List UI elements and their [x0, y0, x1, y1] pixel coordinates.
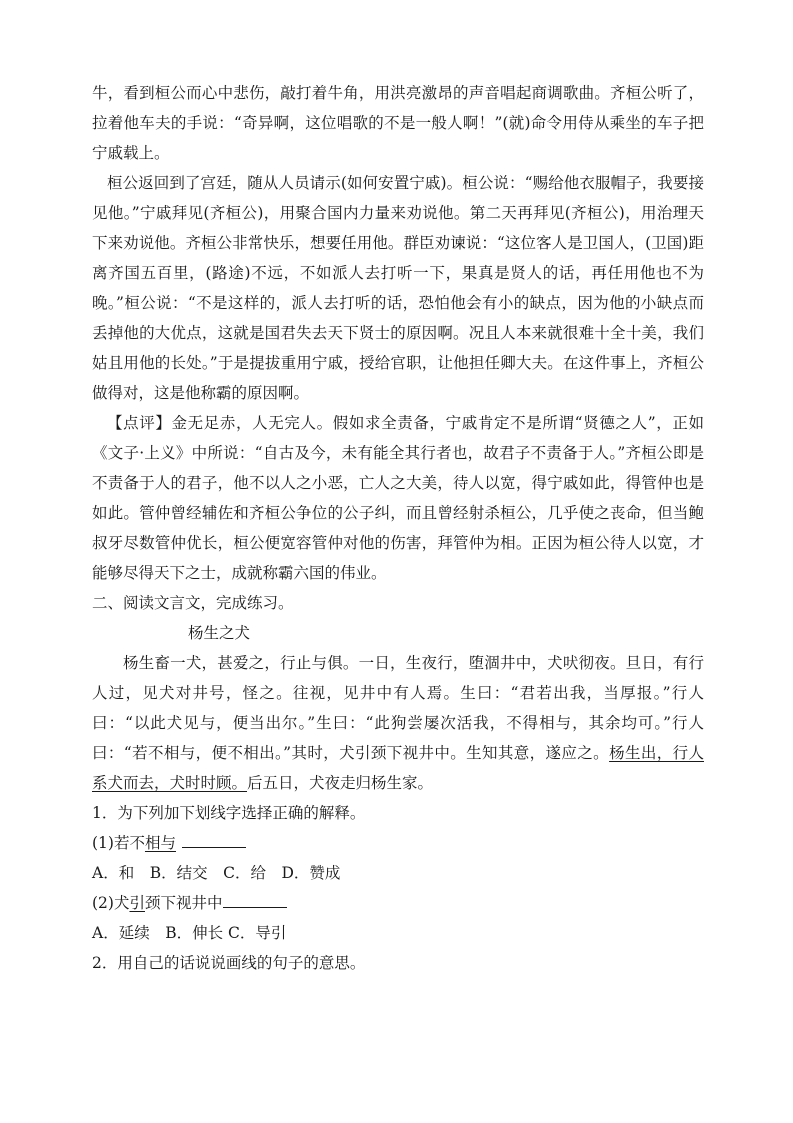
question-1b-options: A．延续 B．伸长 C．导引 [92, 924, 287, 942]
passage-underlined-sentence: 杨生出，行人系犬而去，犬时时顾。 [92, 744, 704, 792]
passage-title: 杨生之犬 [188, 624, 251, 642]
comment-tag: 【点评】 [107, 414, 172, 432]
question-1b [92, 888, 704, 918]
question-1a-prefix: (1)若不 [92, 834, 145, 852]
passage-main: 杨生畜一犬，甚爱之，行止与俱。一日，生夜行，堕涸井中，犬吠彻夜。旦日，有行人过，见犬对井号，怪之。往视，见井中有人焉。生曰：“君若出我，当厚报。”行人曰：“以此犬见与，便当出尔。”生曰：“此狗尝屡次活我，不得相与，其余均可。”行人曰：“若不相与，便不相出。”其时，犬引颈下视井中。生知其意，遂应之。 [92, 654, 704, 762]
question-1b-prefix: (2)犬 [92, 894, 130, 912]
answer-blank-1b[interactable] [223, 891, 287, 908]
answer-blank-1a[interactable] [182, 831, 246, 848]
question-1: 1．为下列加下划线字选择正确的解释。 [92, 804, 366, 822]
passage-text [92, 648, 704, 798]
passage-end: 后五日，犬夜走归杨生家。 [247, 774, 434, 792]
question-1a-options: A．和 B．结交 C．给 D．赞成 [92, 864, 341, 882]
question-1b-suffix: 颈下视井中 [144, 894, 223, 912]
question-2: 2．用自己的话说说画线的句子的意思。 [92, 954, 366, 972]
section-heading: 二、阅读文言文，完成练习。 [92, 594, 294, 612]
question-1b-underlined: 引 [129, 894, 145, 912]
translation-paragraph-1: 牛，看到桓公而心中悲伤，敲打着牛角，用洪亮激昂的声音唱起商调歌曲。齐桓公听了，拉着他车夫的手说：“奇异啊，这位唱歌的不是一般人啊！”(就)命令用侍从乘坐的车子把宁戚载上。 [92, 84, 704, 162]
question-1a-underlined: 相与 [144, 834, 176, 852]
translation-paragraph-2: 桓公返回到了宫廷，随从人员请示(如何安置宁戚)。桓公说：“赐给他衣服帽子，我要接见他。”宁戚拜见(齐桓公)，用聚合国内力量来劝说他。第二天再拜见(齐桓公)，用治理天下来劝说他。齐桓公非常快乐，想要任用他。群臣劝谏说：“这位客人是卫国人，(卫国)距离齐国五百里，(路途)不远，不如派人去打听一下，果真是贤人的话，再任用他也不为晚。”桓公说：“不是这样的，派人去打听的话，恐怕他会有小的缺点，因为他的小缺点而丢掉他的大优点，这就是国君失去天下贤士的原因啊。况且人本来就很难十全十美，我们姑且用他的长处。”于是提拔重用宁戚，授给官职，让他担任卿大夫。在这件事上，齐桓公做得对，这是他称霸的原因啊。 [92, 174, 704, 402]
document-page [92, 78, 704, 978]
comment-text: 金无足赤，人无完人。假如求全责备，宁戚肯定不是所谓“贤德之人”，正如《文子·上义》中所说：“自古及今，未有能全其行者也，故君子不责备于人。”齐桓公即是不责备于人的君子，他不以人之小恶，亡人之大美，待人以宽，得宁戚如此，得管仲也是如此。管仲曾经辅佐和齐桓公争位的公子纠，而且曾经射杀桓公，几乎使之丧命，但当鲍叔牙尽数管仲优长，桓公便宽容管仲对他的伤害，拜管仲为相。正因为桓公待人以宽，才能够尽得天下之士，成就称霸六国的伟业。 [92, 414, 704, 582]
comment-paragraph [92, 408, 704, 588]
question-1a [92, 828, 704, 858]
